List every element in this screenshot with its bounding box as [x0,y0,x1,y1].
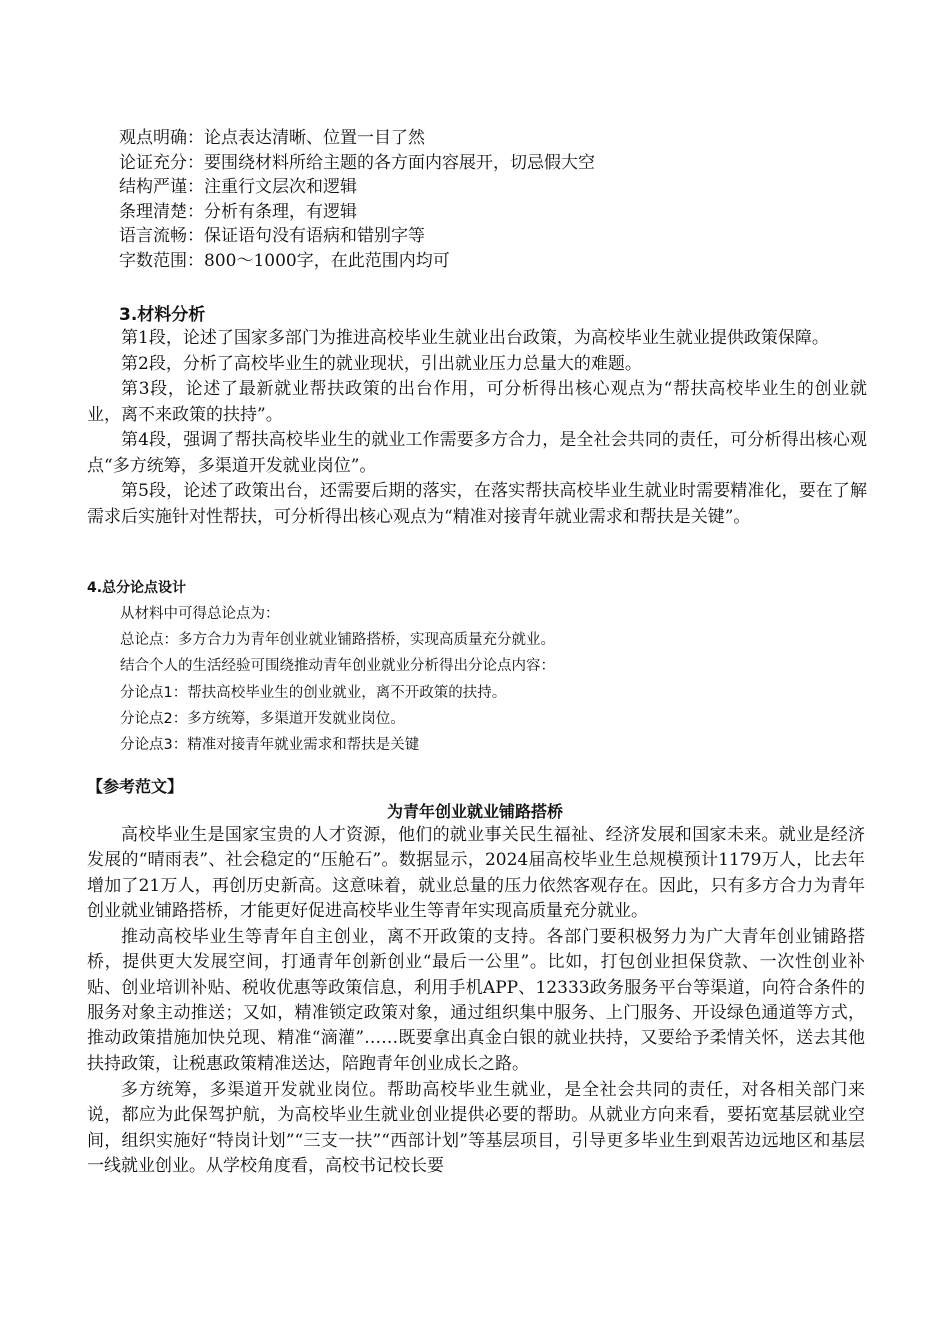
argument-points [120,601,880,758]
point-line: 分论点2：多方统筹，多渠道开发就业岗位。 [120,710,405,727]
criteria-item: 字数范围：800～1000字，在此范围内均可 [119,250,450,271]
reference-label: 【参考范文】 [87,777,184,796]
point-line: 总论点：多方合力为青年创业就业铺路搭桥，实现高质量充分就业。 [120,632,555,649]
essay-title: 为青年创业就业铺路搭桥 [386,802,563,821]
writing-criteria-list [119,126,879,274]
point-line: 结合个人的生活经验可围绕推动青年创业就业分析得出分论点内容： [120,658,555,675]
criteria-item: 观点明确：论点表达清晰、位置一目了然 [119,128,425,148]
criteria-item: 条理清楚：分析有条理，有逻辑 [119,201,357,222]
point-line: 从材料中可得总论点为： [120,606,280,622]
material-analysis [87,326,867,530]
analysis-paragraph: 第2段，分析了高校毕业生的就业现状，引出就业压力总量大的难题。 [121,353,642,374]
essay-paragraph: 多方统筹，多渠道开发就业岗位。帮助高校毕业生就业，是全社会共同的责任，对各相关部门来说，都应为此保驾护航，为高校毕业生就业创业提供必要的帮助。从就业方向来看，要拓宽基层就业空间，组织实施好“特岗计划”“三支一扶”“西部计划”等基层项目，引导更多毕业生到艰苦边远地区和基层一线就业创业。从学校角度看，高校书记校长要 [87,1079,865,1176]
analysis-paragraph: 第1段，论述了国家多部门为推进高校毕业生就业出台政策，为高校毕业生就业提供政策保障。 [121,328,829,348]
point-line: 分论点1：帮扶高校毕业生的创业就业，离不开政策的扶持。 [120,684,507,701]
criteria-item: 结构严谨：注重行文层次和逻辑 [119,177,357,198]
analysis-paragraph: 第5段，论述了政策出台，还需要后期的落实，在落实帮扶高校毕业生就业时需要精准化，要在了解需求后实施针对性帮扶，可分析得出核心观点为“精准对接青年就业需求和帮扶是关键”。 [87,481,867,527]
criteria-item: 语言流畅：保证语句没有语病和错别字等 [119,226,425,247]
essay-body [87,823,865,1179]
point-line: 分论点3：精准对接青年就业需求和帮扶是关键 [120,737,420,754]
section-3-heading: 3.材料分析 [119,305,206,325]
criteria-item: 论证充分：要围绕材料所给主题的各方面内容展开，切忌假大空 [119,152,595,173]
analysis-paragraph: 第4段，强调了帮扶高校毕业生的就业工作需要多方合力，是全社会共同的责任，可分析得出核心观点“多方统筹，多渠道开发就业岗位”。 [87,430,867,476]
essay-paragraph: 高校毕业生是国家宝贵的人才资源，他们的就业事关民生福祉、经济发展和国家未来。就业是经济发展的“晴雨表”、社会稳定的“压舱石”。数据显示，2024届高校毕业生总规模预计1179万人，比去年增加了21万人，再创历史新高。这意味着，就业总量的压力依然客观存在。因此，只有多方合力为青年创业就业铺路搭桥，才能更好促进高校毕业生等青年实现高质量充分就业。 [87,825,865,921]
section-4-heading: 4.总分论点设计 [87,580,187,596]
analysis-paragraph: 第3段，论述了最新就业帮扶政策的出台作用，可分析得出核心观点为“帮扶高校毕业生的创业就业，离不来政策的扶持”。 [87,379,867,425]
essay-paragraph: 推动高校毕业生等青年自主创业，离不开政策的支持。各部门要积极努力为广大青年创业铺路搭桥，提供更大发展空间，打通青年创新创业“最后一公里”。比如，打包创业担保贷款、一次性创业补贴、创业培训补贴、税收优惠等政策信息，利用手机APP、12333政务服务平台等渠道，向符合条件的服务对象主动推送；又如，精准锁定政策对象，通过组织集中服务、上门服务、开设绿色通道等方式，推动政策措施加快兑现、精准“滴灌”……既要拿出真金白银的就业扶持，又要给予柔情关怀，送去其他扶持政策，让税惠政策精准送达，陪跑青年创业成长之路。 [87,927,865,1074]
